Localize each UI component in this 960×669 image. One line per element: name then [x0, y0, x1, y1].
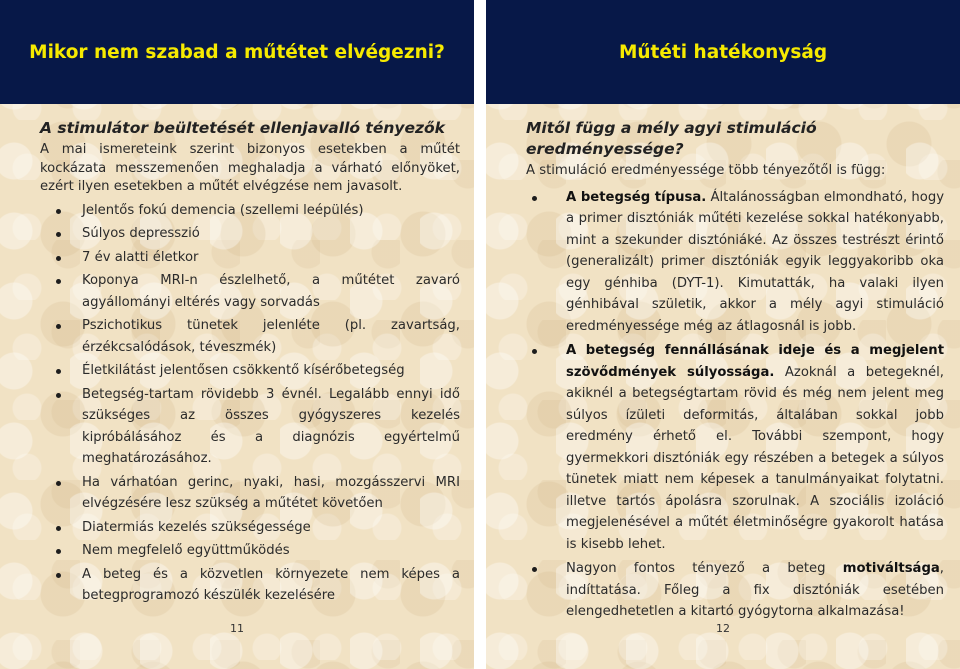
left-intro-paragraph: A mai ismereteink szerint bizonyos esetekben a műtét kockázata messzemenően meghaladja a várható előnyöket, ezért ilyen esetekben a műtét elvégzése nem javasolt.: [40, 142, 460, 194]
list-item: [526, 187, 944, 338]
factor-text: Nagyon fontos tényező a beteg: [566, 561, 843, 576]
list-item: Betegség-tartam rövidebb 3 évnél. Legalább ennyi idő szükséges az összes gyógyszeres kezelés kipróbálásához és a diagnózis egyértelmű meghatározásához.: [56, 384, 460, 470]
list-item: Életkilátást jelentősen csökkentő kísérőbetegség: [56, 360, 460, 382]
right-page-content: [526, 118, 944, 626]
factor-heading: A betegség típusa.: [566, 189, 707, 205]
left-page-header: [0, 0, 474, 104]
factor-heading: A betegség fennállásának ideje és a megjelent szövődmények súlyossága.: [566, 343, 944, 380]
factor-text: Általánosságban elmondható, hogy a primer disztóniák műtéti kezelése sokkal hatékonyabb, mint a szekunder disztóniáké. Az összes testrészt érintő (generalizált) primer disztóniák egyik leggyakoribb oka egy génhiba (DYT-1). Kimutatták, ha valaki ilyen génhibával születik, akkor a mély agyi stimuláció eredményessége még az átlagosnál is jobb.: [566, 189, 944, 334]
list-item: Jelentős fokú demencia (szellemi leépülés): [56, 200, 460, 222]
right-page: [486, 0, 960, 669]
list-item: [526, 340, 944, 555]
list-item: Súlyos depresszió: [56, 223, 460, 245]
list-item: A beteg és a közvetlen környezete nem képes a betegprogramozó készülék kezelésére: [56, 564, 460, 607]
left-section-title: A stimulátor beültetését ellenjavalló tényezők: [40, 119, 445, 137]
list-item: Nem megfelelő együttműködés: [56, 540, 460, 562]
factor-emphasis: motiváltsága: [842, 561, 940, 576]
page-number: 11: [230, 622, 244, 635]
list-item: Ha várhatóan gerinc, nyaki, hasi, mozgásszervi MRI elvégzésére lesz szükség a műtétet követően: [56, 472, 460, 515]
right-intro-paragraph: A stimuláció eredményessége több tényezőtől is függ:: [526, 163, 886, 178]
left-page-content: [40, 118, 460, 609]
list-item: 7 év alatti életkor: [56, 247, 460, 269]
left-page-title: Mikor nem szabad a műtétet elvégezni?: [29, 41, 445, 63]
page-number: 12: [716, 622, 730, 635]
factor-text-tail: , indíttatása. Főleg a fix disztóniák esetében elengedhetetlen a kitartó gyógytorna alkalmazása!: [566, 561, 944, 619]
right-page-header: [486, 0, 960, 104]
list-item: Diatermiás kezelés szükségessége: [56, 517, 460, 539]
right-section-title: Mitől függ a mély agyi stimuláció eredményessége?: [526, 119, 817, 158]
left-page: [0, 0, 474, 669]
factor-text: Azoknál a betegeknél, akiknél a betegségtartam rövid és még nem jelent meg súlyos ízületi deformitás, általában sokkal jobb eredmény érhető el. További szempont, hogy gyermekkori disztóniák egy részében a betegek a súlyos tünetek miatt nem képesek a tanulmányaikat folytatni. illetve tartós ápolásra szorulnak. A szociális izoláció megjelenésével a műtét életminőségre gyakorolt hatása is kisebb lehet.: [566, 364, 944, 552]
list-item: [526, 558, 944, 623]
factor-list: [526, 187, 944, 623]
list-item: Pszichotikus tünetek jelenléte (pl. zavartság, érzékcsalódások, téveszmék): [56, 315, 460, 358]
contraindication-list: [40, 200, 460, 607]
right-page-title: Műtéti hatékonyság: [618, 41, 828, 63]
list-item: Koponya MRI-n észlelhető, a műtétet zavaró agyállományi eltérés vagy sorvadás: [56, 270, 460, 313]
